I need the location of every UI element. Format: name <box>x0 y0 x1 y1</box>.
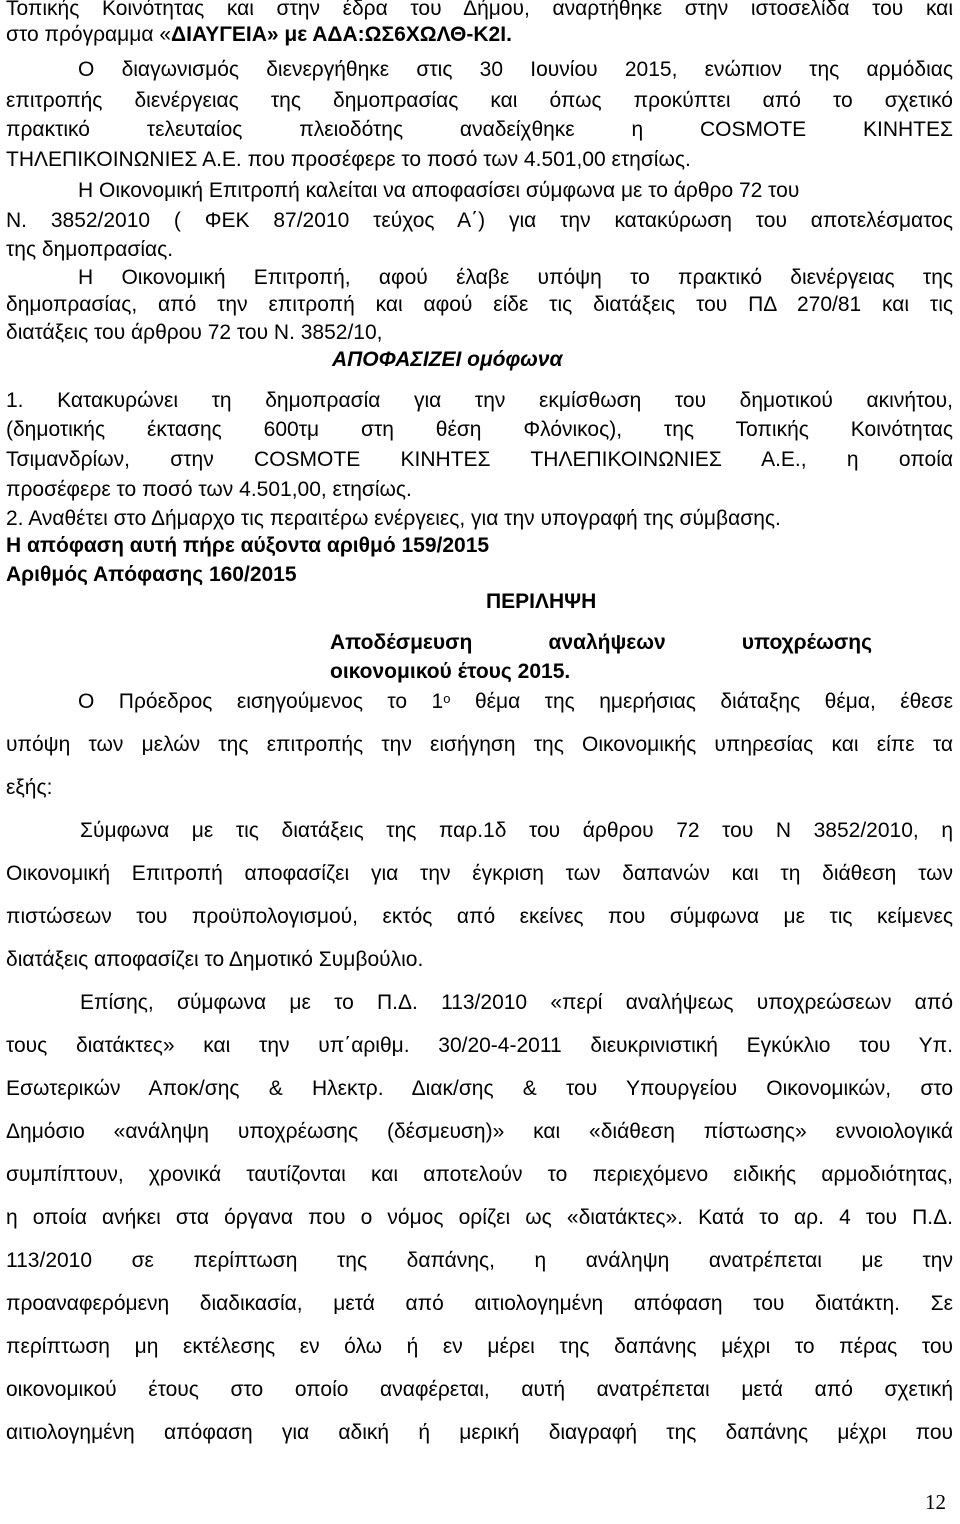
text-line: Ο διαγωνισμός διενεργήθηκε στις 30 Ιουνίου 2015, ενώπιον της αρμόδιας <box>78 58 953 81</box>
text-line: Η Οικονομική Επιτροπή, αφού έλαβε υπόψη το πρακτικό διενέργειας της <box>78 266 953 289</box>
text-line: (δημοτικής έκτασης 600τμ στη θέση Φλόνικος), της Τοπικής Κοινότητας <box>6 418 953 441</box>
text-line: Τσιμανδρίων, στην COSMOTE ΚΙΝΗΤΕΣ ΤΗΛΕΠΙΚΟΙΝΩΝΙΕΣ Α.Ε., η οποία <box>6 448 953 471</box>
decision-heading: ΑΠΟΦΑΣΙΖΕΙ ομόφωνα <box>332 348 563 371</box>
text-segment: στο πρόγραμμα « <box>6 23 172 46</box>
text-line: Εσωτερικών Αποκ/σης & Ηλεκτρ. Διακ/σης & του Υπουργείου Οικονομικών, στο <box>6 1077 953 1100</box>
text-line: πρακτικό τελευταίος πλειοδότης αναδείχθηκε η COSMOTE ΚΙΝΗΤΕΣ <box>6 118 953 141</box>
decision-number-line: Η απόφαση αυτή πήρε αύξοντα αριθμό 159/2015 <box>6 534 490 557</box>
text-line: διατάξεις του άρθρου 72 του Ν. 3852/10, <box>6 321 383 344</box>
text-line: υπόψη των μελών της επιτροπής την εισήγηση της Οικονομικής υπηρεσίας και είπε τα <box>6 733 953 756</box>
text-line: η οποία ανήκει στα όργανα που ο νόμος ορίζει ως «διατάκτες». Κατά το αρ. 4 του Π.Δ. <box>6 1206 953 1229</box>
text-line: της δημοπρασίας. <box>6 238 174 261</box>
text-line: Ν. 3852/2010 ( ΦΕΚ 87/2010 τεύχος Α΄) για την κατακύρωση του αποτελέσματος <box>6 209 953 232</box>
text-line: δημοπρασίας, από την επιτροπή και αφού είδε τις διατάξεις του ΠΔ 270/81 και τις <box>6 293 953 316</box>
text-line: Επίσης, σύμφωνα με το Π.Δ. 113/2010 «περί αναλήψεως υποχρεώσεων από <box>80 991 953 1014</box>
text-line: Οικονομική Επιτροπή αποφασίζει για την έγκριση των δαπανών και τη διάθεση των <box>6 862 953 885</box>
text-line: συμπίπτουν, χρονικά ταυτίζονται και αποτελούν το περιεχόμενο ειδικής αρμοδιότητας, <box>6 1163 953 1186</box>
text-line: προσέφερε το ποσό των 4.501,00, ετησίως. <box>6 478 412 501</box>
ada-reference: ΔΙΑΥΓΕΙΑ» με ΑΔΑ:ΩΣ6ΧΩΛΘ-Κ2Ι. <box>171 23 512 46</box>
subject-line: οικονομικού έτους 2015. <box>330 660 571 683</box>
subject-line: Αποδέσμευση αναλήψεων υποχρέωσης <box>330 631 872 654</box>
text-line: 1. Κατακυρώνει τη δημοπρασία για την εκμίσθωση του δημοτικού ακινήτου, <box>6 389 953 412</box>
text-line: πιστώσεων του προϋπολογισμού, εκτός από εκείνες που σύμφωνα με τις κείμενες <box>6 905 953 928</box>
ordinal-superscript: ο <box>443 691 451 706</box>
text-segment: Ο Πρόεδρος εισηγούμενος το 1 <box>78 690 444 713</box>
text-line: 2. Αναθέτει στο Δήμαρχο τις περαιτέρω ενέργειες, για την υπογραφή της σύμβασης. <box>6 507 781 530</box>
text-line: τους διατάκτες» και την υπ΄αριθμ. 30/20-4-2011 διευκρινιστική Εγκύκλιο του Υπ. <box>6 1034 953 1057</box>
summary-heading: ΠΕΡΙΛΗΨΗ <box>486 590 597 613</box>
text-line: εξής: <box>6 776 53 799</box>
text-line: Τοπικής Κοινότητας και στην έδρα του Δήμου, αναρτήθηκε στην ιστοσελίδα του και <box>6 0 953 20</box>
text-line: ΤΗΛΕΠΙΚΟΙΝΩΝΙΕΣ Α.Ε. που προσέφερε το ποσό των 4.501,00 ετησίως. <box>6 148 691 171</box>
text-line: διατάξεις αποφασίζει το Δημοτικό Συμβούλιο. <box>6 948 424 971</box>
text-line: περίπτωση μη εκτέλεσης εν όλω ή εν μέρει της δαπάνης μέχρι το πέρας του <box>6 1335 953 1358</box>
text-line: Η Οικονομική Επιτροπή καλείται να αποφασίσει σύμφωνα με το άρθρο 72 του <box>78 179 800 202</box>
text-segment: θέμα της ημερήσιας διάταξης θέμα, έθεσε <box>474 690 953 713</box>
page-number: 12 <box>925 1490 946 1514</box>
text-line: οικονομικού έτους στο οποίο αναφέρεται, αυτή ανατρέπεται μετά από σχετική <box>6 1378 953 1401</box>
text-line <box>6 22 953 48</box>
text-line: επιτροπής διενέργειας της δημοπρασίας και όπως προκύπτει από το σχετικό <box>6 89 953 112</box>
text-line <box>78 689 953 715</box>
text-line: Σύμφωνα με τις διατάξεις της παρ.1δ του άρθρου 72 του Ν 3852/2010, η <box>80 819 953 842</box>
text-line: προαναφερόμενη διαδικασία, μετά από αιτιολογημένη απόφαση του διατάκτη. Σε <box>6 1292 953 1315</box>
text-line: αιτιολογημένη απόφαση για αδική ή μερική διαγραφή της δαπάνης μέχρι που <box>6 1421 953 1444</box>
text-line: 113/2010 σε περίπτωση της δαπάνης, η ανάληψη ανατρέπεται με την <box>6 1249 953 1272</box>
text-line: Δημόσιο «ανάληψη υποχρέωσης (δέσμευση)» και «διάθεση πίστωσης» εννοιολογικά <box>6 1120 953 1143</box>
decision-number-title: Αριθμός Απόφασης 160/2015 <box>6 563 297 586</box>
